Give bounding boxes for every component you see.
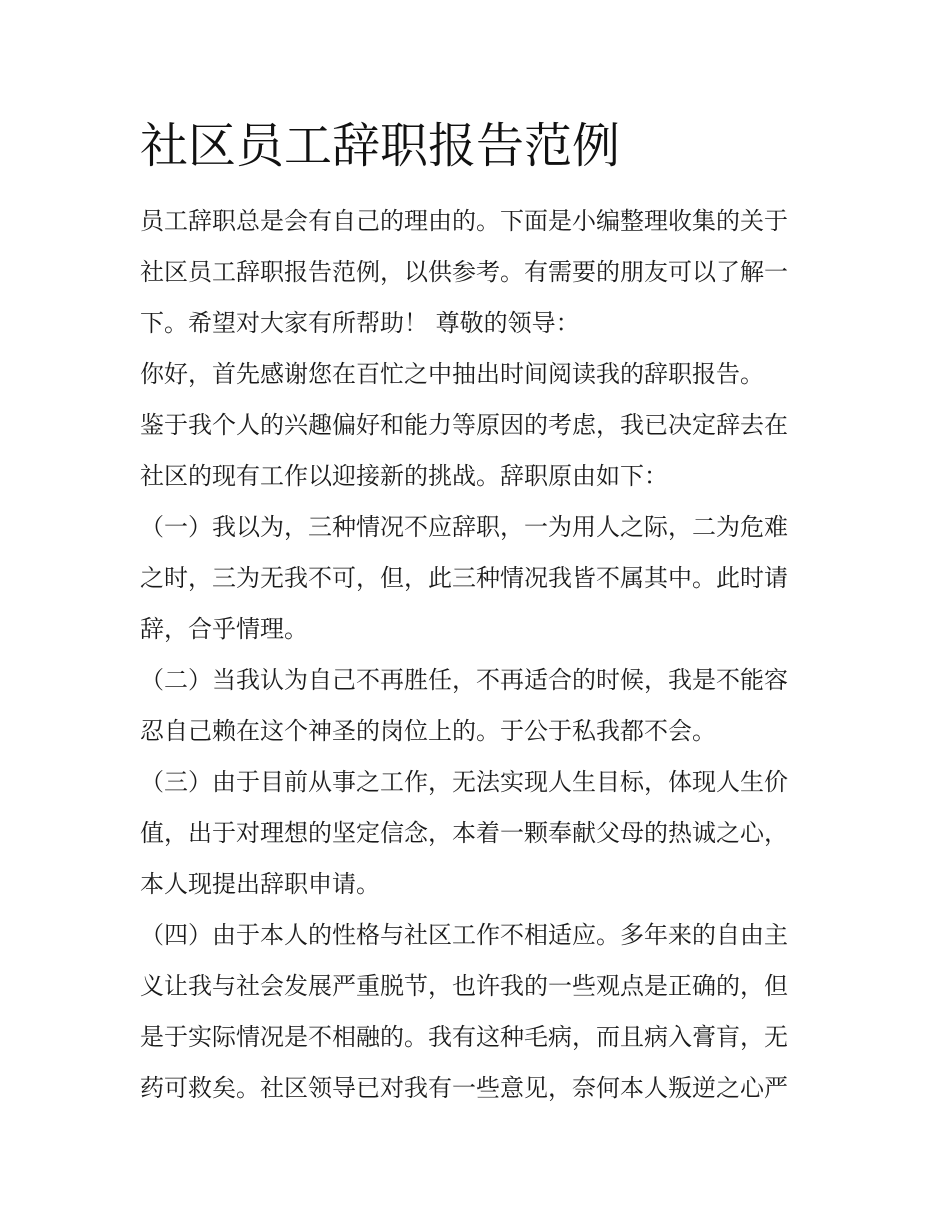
text-line: 社区员工辞职报告范例，以供参考。有需要的朋友可以了解一 (140, 258, 788, 286)
paragraph-intro (140, 196, 820, 349)
paragraph-reason-4 (140, 910, 820, 1114)
text-line: （四）由于本人的性格与社区工作不相适应。多年来的自由主 (140, 921, 788, 949)
text-line: 值，出于对理想的坚定信念，本着一颗奉献父母的热诚之心， (140, 819, 788, 847)
text-line: （三）由于目前从事之工作，无法实现人生目标，体现人生价 (140, 768, 788, 796)
document-title: 社区员工辞职报告范例 (140, 118, 621, 174)
document-body (140, 196, 820, 1114)
text-line: 辞，合乎情理。 (140, 615, 308, 643)
text-line: （二）当我认为自己不再胜任，不再适合的时候，我是不能容 (140, 666, 788, 694)
text-line: 本人现提出辞职申请。 (140, 870, 380, 898)
text-line: 社区的现有工作以迎接新的挑战。辞职原由如下： (140, 462, 668, 490)
text-line: 药可救矣。社区领导已对我有一些意见，奈何本人叛逆之心严 (140, 1074, 788, 1102)
text-line: 忍自己赖在这个神圣的岗位上的。于公于私我都不会。 (140, 717, 716, 745)
text-line: 你好，首先感谢您在百忙之中抽出时间阅读我的辞职报告。 (140, 360, 764, 388)
text-line: （一）我以为，三种情况不应辞职，一为用人之际，二为危难 (140, 513, 788, 541)
paragraph-decision (140, 400, 820, 502)
text-line: 员工辞职总是会有自己的理由的。下面是小编整理收集的关于 (140, 207, 788, 235)
paragraph-reason-3 (140, 757, 820, 910)
text-line: 义让我与社会发展严重脱节，也许我的一些观点是正确的，但 (140, 972, 788, 1000)
text-line: 是于实际情况是不相融的。我有这种毛病，而且病入膏肓，无 (140, 1023, 788, 1051)
text-line: 鉴于我个人的兴趣偏好和能力等原因的考虑，我已决定辞去在 (140, 411, 788, 439)
paragraph-reason-1 (140, 502, 820, 655)
text-line: 之时，三为无我不可，但，此三种情况我皆不属其中。此时请 (140, 564, 788, 592)
text-line: 下。希望对大家有所帮助！ 尊敬的领导： (140, 309, 580, 337)
paragraph-reason-2 (140, 655, 820, 757)
paragraph-greeting (140, 349, 820, 400)
